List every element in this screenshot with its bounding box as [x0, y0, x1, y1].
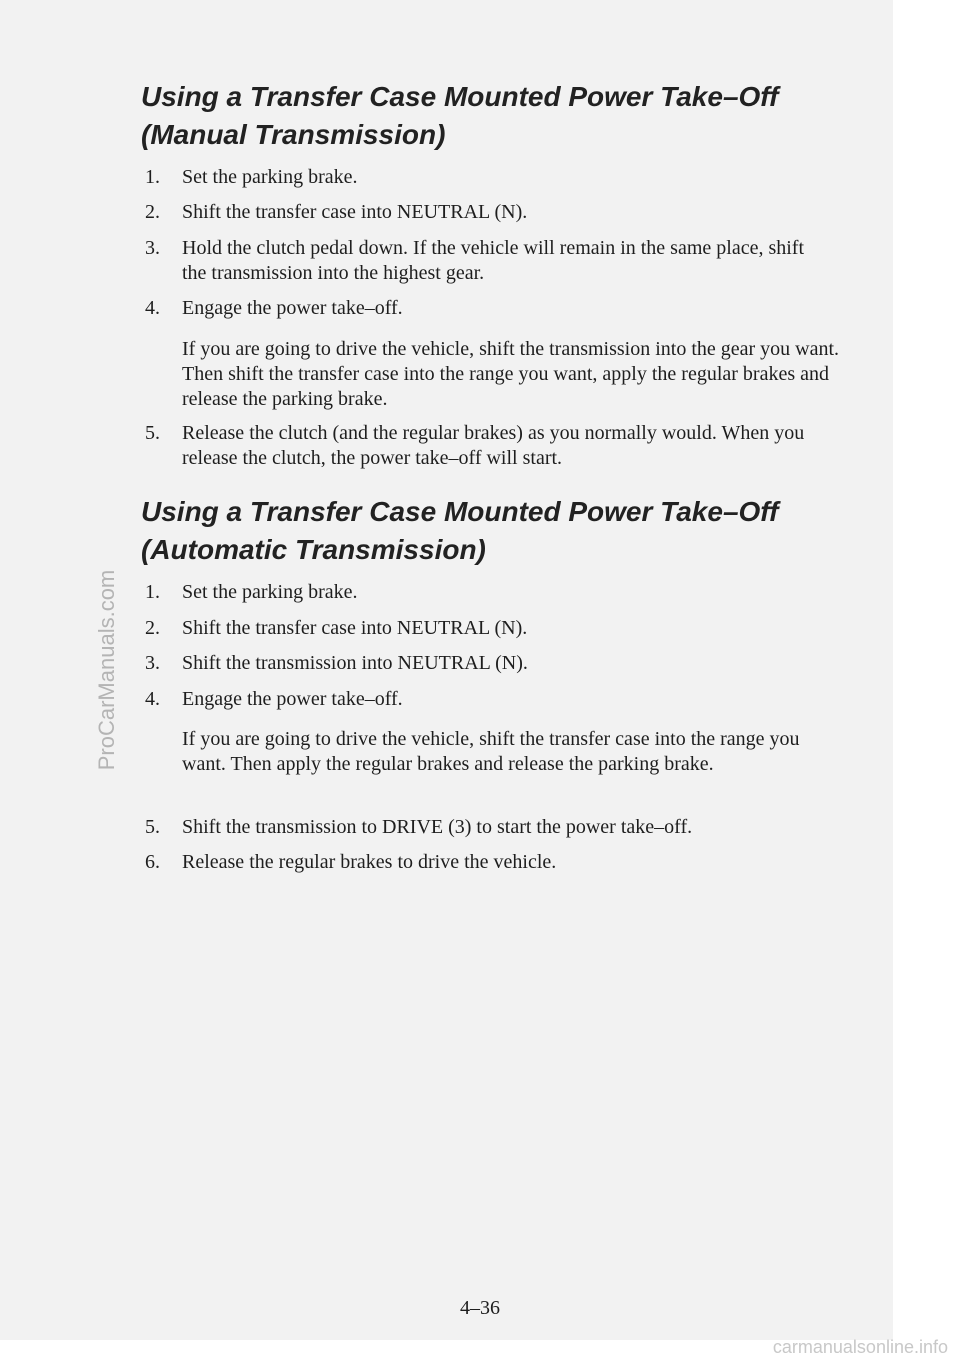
step-number: 2. — [145, 201, 160, 223]
automatic-step-4-note: If you are going to drive the vehicle, shift the transfer case into the range you want. Then apply the regular brakes and release the parking brake. — [182, 728, 800, 775]
manual-section-heading — [141, 78, 778, 154]
automatic-step-3 — [145, 651, 845, 676]
step-number: 4. — [145, 297, 160, 319]
automatic-step-4 — [145, 687, 845, 712]
manual-step-3 — [145, 236, 805, 286]
step-text: Shift the transfer case into NEUTRAL (N). — [182, 201, 528, 223]
page-number: 4–36 — [460, 1297, 500, 1319]
automatic-step-5 — [145, 815, 845, 840]
step-text: Engage the power take–off. — [182, 688, 403, 710]
step-text: Set the parking brake. — [182, 581, 358, 603]
step-number: 2. — [145, 617, 160, 639]
step-text: Shift the transfer case into NEUTRAL (N). — [182, 617, 528, 639]
footer-site-link[interactable]: carmanualsonline.info — [772, 1337, 948, 1357]
automatic-step-1 — [145, 580, 845, 605]
step-text: Hold the clutch pedal down. If the vehicle will remain in the same place, shift the transmission into the highest gear. — [182, 237, 805, 284]
manual-step-1 — [145, 165, 845, 190]
manual-heading-line1: Using a Transfer Case Mounted Power Take–Off — [141, 81, 779, 112]
manual-heading-line2: (Manual Transmission) — [141, 119, 446, 150]
step-number: 5. — [145, 816, 160, 838]
step-text: Release the regular brakes to drive the vehicle. — [182, 851, 557, 873]
step-number: 4. — [145, 688, 160, 710]
step-number: 1. — [145, 166, 160, 188]
step-text: Engage the power take–off. — [182, 297, 403, 319]
manual-step-2 — [145, 200, 845, 225]
side-watermark: ProCarManuals.com — [94, 569, 119, 771]
manual-step-4 — [145, 296, 845, 321]
step-number: 5. — [145, 422, 160, 444]
step-number: 6. — [145, 851, 160, 873]
step-text: Release the clutch (and the regular brakes) as you normally would. When you release the clutch, the power take–off will start. — [182, 422, 805, 469]
step-number: 3. — [145, 237, 160, 259]
automatic-section-heading — [141, 493, 778, 569]
automatic-heading-line1: Using a Transfer Case Mounted Power Take–Off — [141, 496, 779, 527]
manual-step-4-note: If you are going to drive the vehicle, shift the transmission into the gear you want. Then shift the transfer case into the range you want, apply the regular brakes and release the parking brake. — [182, 338, 840, 410]
automatic-step-2 — [145, 616, 845, 641]
step-number: 3. — [145, 652, 160, 674]
manual-step-5 — [145, 421, 805, 471]
step-number: 1. — [145, 581, 160, 603]
step-text: Shift the transmission into NEUTRAL (N). — [182, 652, 528, 674]
automatic-step-6 — [145, 850, 845, 875]
step-text: Set the parking brake. — [182, 166, 358, 188]
step-text: Shift the transmission to DRIVE (3) to start the power take–off. — [182, 816, 693, 838]
automatic-heading-line2: (Automatic Transmission) — [141, 534, 486, 565]
